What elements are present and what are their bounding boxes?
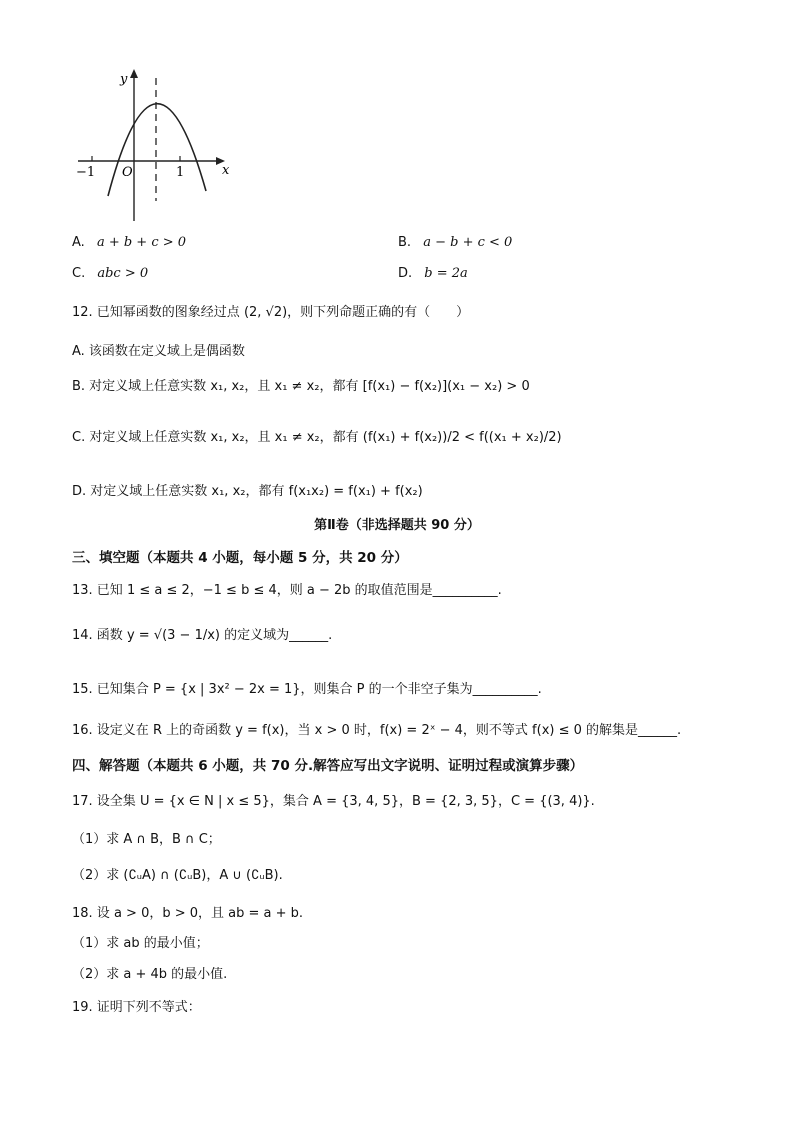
y-label: y bbox=[120, 72, 128, 87]
q12-stem: 12. 已知幂函数的图象经过点 (2, √2)，则下列命题正确的有（ ） bbox=[72, 305, 470, 320]
option-letter: B. bbox=[398, 235, 412, 250]
q16: 16. 设定义在 R 上的奇函数 y = f(x)，当 x > 0 时，f(x) = 2ˣ − 4，则不等式 f(x) ≤ 0 的解集是______. bbox=[72, 723, 682, 738]
q17-part1: （1）求 A ∩ B，B ∩ C； bbox=[72, 832, 221, 847]
q11-option-c bbox=[72, 266, 148, 281]
q13: 13. 已知 1 ≤ a ≤ 2，−1 ≤ b ≤ 4，则 a − 2b 的取值范围是__________. bbox=[72, 583, 502, 598]
option-text: b = 2a bbox=[424, 266, 468, 281]
parabola-graph bbox=[70, 66, 240, 226]
q12-option-c: C. 对定义域上任意实数 x₁, x₂，且 x₁ ≠ x₂，都有 (f(x₁) + f(x₂))/2 < f((x₁ + x₂)/2) bbox=[72, 430, 562, 445]
q15: 15. 已知集合 P = {x | 3x² − 2x = 1}，则集合 P 的一个非空子集为__________. bbox=[72, 682, 542, 697]
q12-option-d: D. 对定义域上任意实数 x₁, x₂，都有 f(x₁x₂) = f(x₁) + f(x₂) bbox=[72, 484, 423, 499]
q18-part1: （1）求 ab 的最小值； bbox=[72, 936, 209, 951]
q11-option-d bbox=[398, 266, 468, 281]
option-letter: D. bbox=[398, 266, 413, 281]
part4-title: 四、解答题（本题共 6 小题，共 70 分.解答应写出文字说明、证明过程或演算步骤） bbox=[72, 758, 584, 774]
parabola-curve bbox=[108, 104, 206, 196]
q11-option-b bbox=[398, 235, 512, 250]
q12-option-a: A. 该函数在定义域上是偶函数 bbox=[72, 344, 245, 359]
y-axis-arrow bbox=[130, 69, 138, 78]
origin-label: O bbox=[122, 165, 133, 180]
option-letter: A. bbox=[72, 235, 85, 250]
q17-part2: （2）求 (∁ᵤA) ∩ (∁ᵤB)，A ∪ (∁ᵤB). bbox=[72, 868, 283, 883]
q14: 14. 函数 y = √(3 − 1/x) 的定义域为______. bbox=[72, 628, 333, 643]
part3-title: 三、填空题（本题共 4 小题，每小题 5 分，共 20 分） bbox=[72, 550, 408, 566]
x-label: x bbox=[222, 163, 230, 178]
option-text: a − b + c < 0 bbox=[423, 235, 513, 250]
option-text: abc > 0 bbox=[97, 266, 149, 281]
option-text: a + b + c > 0 bbox=[96, 235, 187, 250]
q18-part2: （2）求 a + 4b 的最小值. bbox=[72, 967, 228, 982]
q19-stem: 19. 证明下列不等式： bbox=[72, 1000, 201, 1015]
q17-stem: 17. 设全集 U = {x ∈ N | x ≤ 5}，集合 A = {3, 4, 5}，B = {2, 3, 5}，C = {(3, 4)}. bbox=[72, 794, 595, 809]
q18-stem: 18. 设 a > 0，b > 0，且 ab = a + b. bbox=[72, 906, 304, 921]
q11-option-a bbox=[72, 235, 186, 250]
section2-title: 第Ⅱ卷（非选择题共 90 分） bbox=[314, 518, 480, 533]
q12-option-b: B. 对定义域上任意实数 x₁, x₂，且 x₁ ≠ x₂，都有 [f(x₁) − f(x₂)](x₁ − x₂) > 0 bbox=[72, 379, 530, 394]
tick-1-label: 1 bbox=[176, 165, 185, 180]
option-letter: C. bbox=[72, 266, 86, 281]
tick-neg1-label: −1 bbox=[76, 165, 96, 180]
